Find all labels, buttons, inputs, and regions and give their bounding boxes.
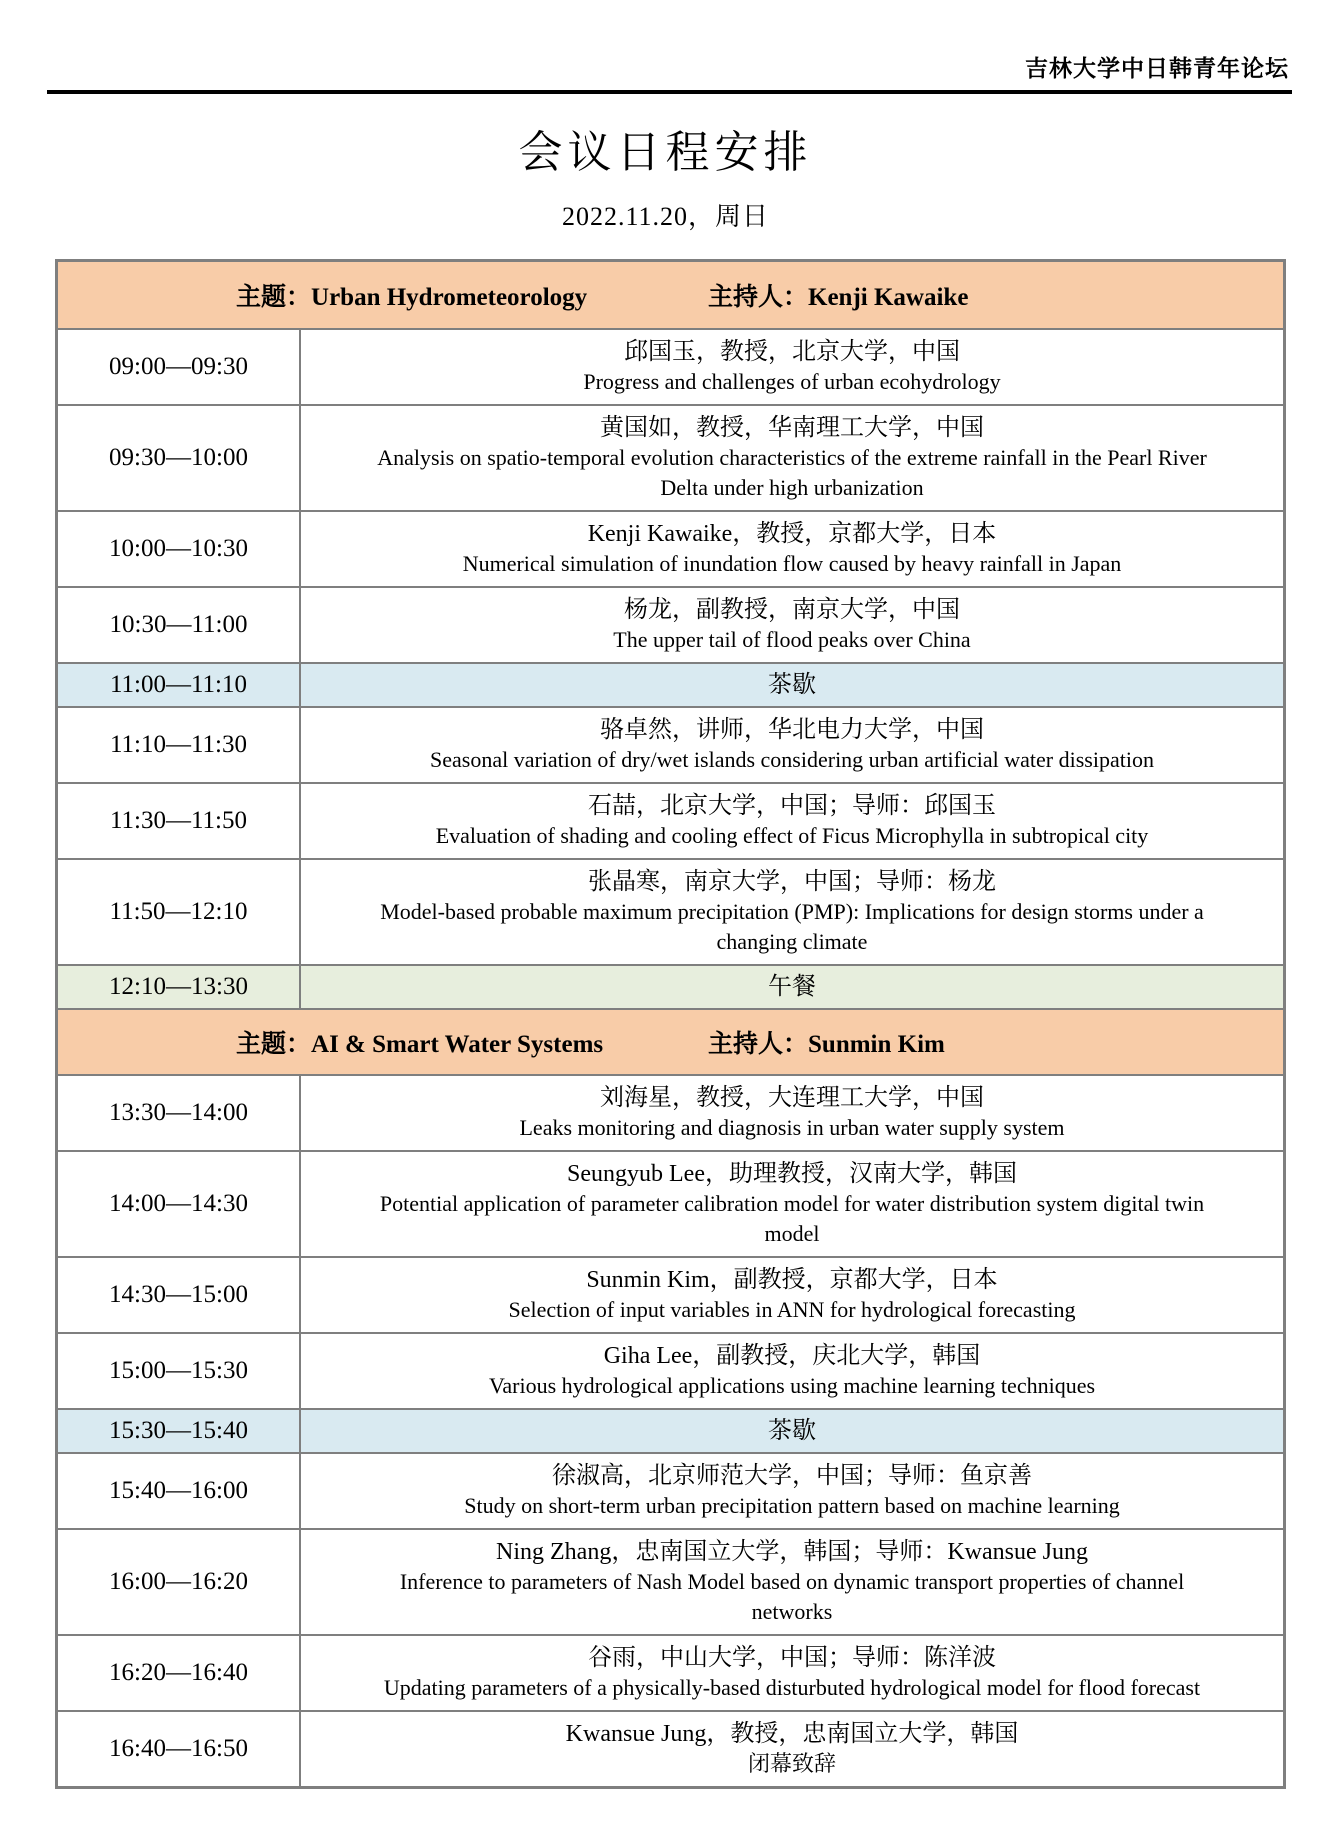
talk-row (58, 1074, 1283, 1150)
speaker-line: 邱国玉，教授，北京大学，中国 (624, 339, 960, 365)
time-cell: 14:00—14:30 (58, 1152, 301, 1256)
time-cell: 15:30—15:40 (58, 1410, 301, 1452)
speaker-line: 徐淑高，北京师范大学，中国；导师：鱼京善 (552, 1463, 1032, 1489)
talk-title: Potential application of parameter calibration model for water distribution system digital twin model (379, 1191, 1205, 1246)
time-cell: 10:00—10:30 (58, 512, 301, 586)
talk-title: Various hydrological applications using machine learning techniques (488, 1373, 1096, 1398)
speaker-line: 杨龙，副教授，南京大学，中国 (624, 597, 960, 623)
talk-cell (301, 860, 1283, 964)
time-cell: 15:00—15:30 (58, 1334, 301, 1408)
talk-row (58, 510, 1283, 586)
session-chair-group (708, 1024, 945, 1060)
talk-row (58, 1710, 1283, 1786)
time-cell: 11:50—12:10 (58, 860, 301, 964)
talk-title: Model-based probable maximum precipitation (PMP): Implications for design storms under a changing climate (380, 899, 1204, 954)
time-cell: 09:00—09:30 (58, 330, 301, 404)
time-cell: 14:30—15:00 (58, 1258, 301, 1332)
topic-label: 主题： (236, 282, 312, 311)
header-rule (47, 90, 1292, 94)
talk-cell (301, 1530, 1283, 1634)
session-chair-group (708, 277, 968, 313)
talk-cell (301, 588, 1283, 662)
talk-title: Evaluation of shading and cooling effect of Ficus Microphylla in subtropical city (435, 823, 1149, 848)
talk-title: 闭幕致辞 (747, 1751, 836, 1776)
talk-row (58, 1256, 1283, 1332)
speaker-line: Kenji Kawaike，教授，京都大学，日本 (587, 521, 997, 547)
speaker-line: Giha Lee，副教授，庆北大学，韩国 (603, 1343, 981, 1369)
time-cell: 10:30—11:00 (58, 588, 301, 662)
talk-cell (301, 512, 1283, 586)
time-cell: 13:30—14:00 (58, 1076, 301, 1150)
schedule-table (55, 259, 1286, 1789)
talk-row (58, 858, 1283, 964)
talk-cell (301, 708, 1283, 782)
session-header-row (58, 1008, 1283, 1074)
speaker-line: 石喆，北京大学，中国；导师：邱国玉 (588, 793, 996, 819)
break-row (58, 1408, 1283, 1452)
session-topic-group (236, 277, 587, 313)
session-chair: Sunmin Kim (808, 1031, 945, 1058)
talk-row (58, 706, 1283, 782)
break-row (58, 964, 1283, 1008)
talk-row (58, 1634, 1283, 1710)
talk-row (58, 782, 1283, 858)
time-cell: 12:10—13:30 (58, 966, 301, 1008)
session-topic-group (236, 1024, 603, 1060)
speaker-line: 张晶寒，南京大学，中国；导师：杨龙 (588, 869, 996, 895)
break-row (58, 662, 1283, 706)
talk-title: Leaks monitoring and diagnosis in urban water supply system (519, 1115, 1065, 1140)
date-line: 2022.11.20，周日 (561, 202, 770, 231)
talk-row (58, 1150, 1283, 1256)
page-title: 会议日程安排 (518, 128, 813, 177)
talk-cell (301, 1712, 1283, 1786)
talk-title: Study on short-term urban precipitation pattern based on machine learning (464, 1493, 1120, 1518)
talk-cell (301, 406, 1283, 510)
forum-header: 吉林大学中日韩青年论坛 (1025, 56, 1289, 81)
speaker-line: Kwansue Jung，教授，忠南国立大学，韩国 (565, 1721, 1019, 1747)
talk-title: The upper tail of flood peaks over China (613, 627, 971, 652)
talk-title: Progress and challenges of urban ecohydrology (583, 369, 1001, 394)
topic-label: 主题： (236, 1029, 312, 1058)
talk-cell (301, 1454, 1283, 1528)
speaker-line: 谷雨，中山大学，中国；导师：陈洋波 (588, 1645, 996, 1671)
speaker-line: 黄国如，教授，华南理工大学，中国 (600, 415, 984, 441)
chair-label: 主持人： (708, 1029, 809, 1058)
chair-label: 主持人： (708, 282, 809, 311)
time-cell: 11:00—11:10 (58, 664, 301, 706)
talk-cell (301, 1636, 1283, 1710)
break-label: 午餐 (768, 974, 816, 1000)
speaker-line: Sunmin Kim，副教授，京都大学，日本 (586, 1267, 998, 1293)
talk-cell (301, 1076, 1283, 1150)
talk-row (58, 404, 1283, 510)
break-label: 茶歇 (768, 672, 816, 698)
time-cell: 11:10—11:30 (58, 708, 301, 782)
talk-cell (301, 784, 1283, 858)
time-cell: 16:20—16:40 (58, 1636, 301, 1710)
talk-row (58, 1528, 1283, 1634)
time-cell: 11:30—11:50 (58, 784, 301, 858)
talk-title: Analysis on spatio-temporal evolution characteristics of the extreme rainfall in the Pearl River Delta under high urbanization (377, 445, 1207, 500)
speaker-line: Seungyub Lee，助理教授，汉南大学，韩国 (567, 1161, 1017, 1187)
session-chair: Kenji Kawaike (808, 284, 969, 311)
talk-cell (301, 1152, 1283, 1256)
talk-row (58, 1332, 1283, 1408)
talk-cell (301, 1334, 1283, 1408)
talk-row (58, 586, 1283, 662)
time-cell: 09:30—10:00 (58, 406, 301, 510)
session-topic: Urban Hydrometeorology (311, 284, 588, 311)
talk-title: Numerical simulation of inundation flow caused by heavy rainfall in Japan (462, 551, 1122, 576)
time-cell: 16:40—16:50 (58, 1712, 301, 1786)
session-topic: AI & Smart Water Systems (311, 1031, 604, 1058)
talk-title: Selection of input variables in ANN for hydrological forecasting (508, 1297, 1076, 1322)
talk-row (58, 1452, 1283, 1528)
speaker-line: Ning Zhang，忠南国立大学，韩国；导师：Kwansue Jung (496, 1539, 1088, 1565)
break-label: 茶歇 (768, 1418, 816, 1444)
time-cell: 15:40—16:00 (58, 1454, 301, 1528)
session-header-row (58, 262, 1283, 328)
talk-title: Seasonal variation of dry/wet islands considering urban artificial water dissipation (430, 747, 1154, 772)
talk-title: Updating parameters of a physically-based disturbuted hydrological model for flood forecast (383, 1675, 1201, 1700)
talk-cell (301, 1258, 1283, 1332)
talk-title: Inference to parameters of Nash Model based on dynamic transport properties of channel networks (399, 1569, 1185, 1624)
talk-row (58, 328, 1283, 404)
speaker-line: 骆卓然，讲师，华北电力大学，中国 (600, 717, 984, 743)
time-cell: 16:00—16:20 (58, 1530, 301, 1634)
speaker-line: 刘海星，教授，大连理工大学，中国 (600, 1085, 984, 1111)
talk-cell (301, 330, 1283, 404)
